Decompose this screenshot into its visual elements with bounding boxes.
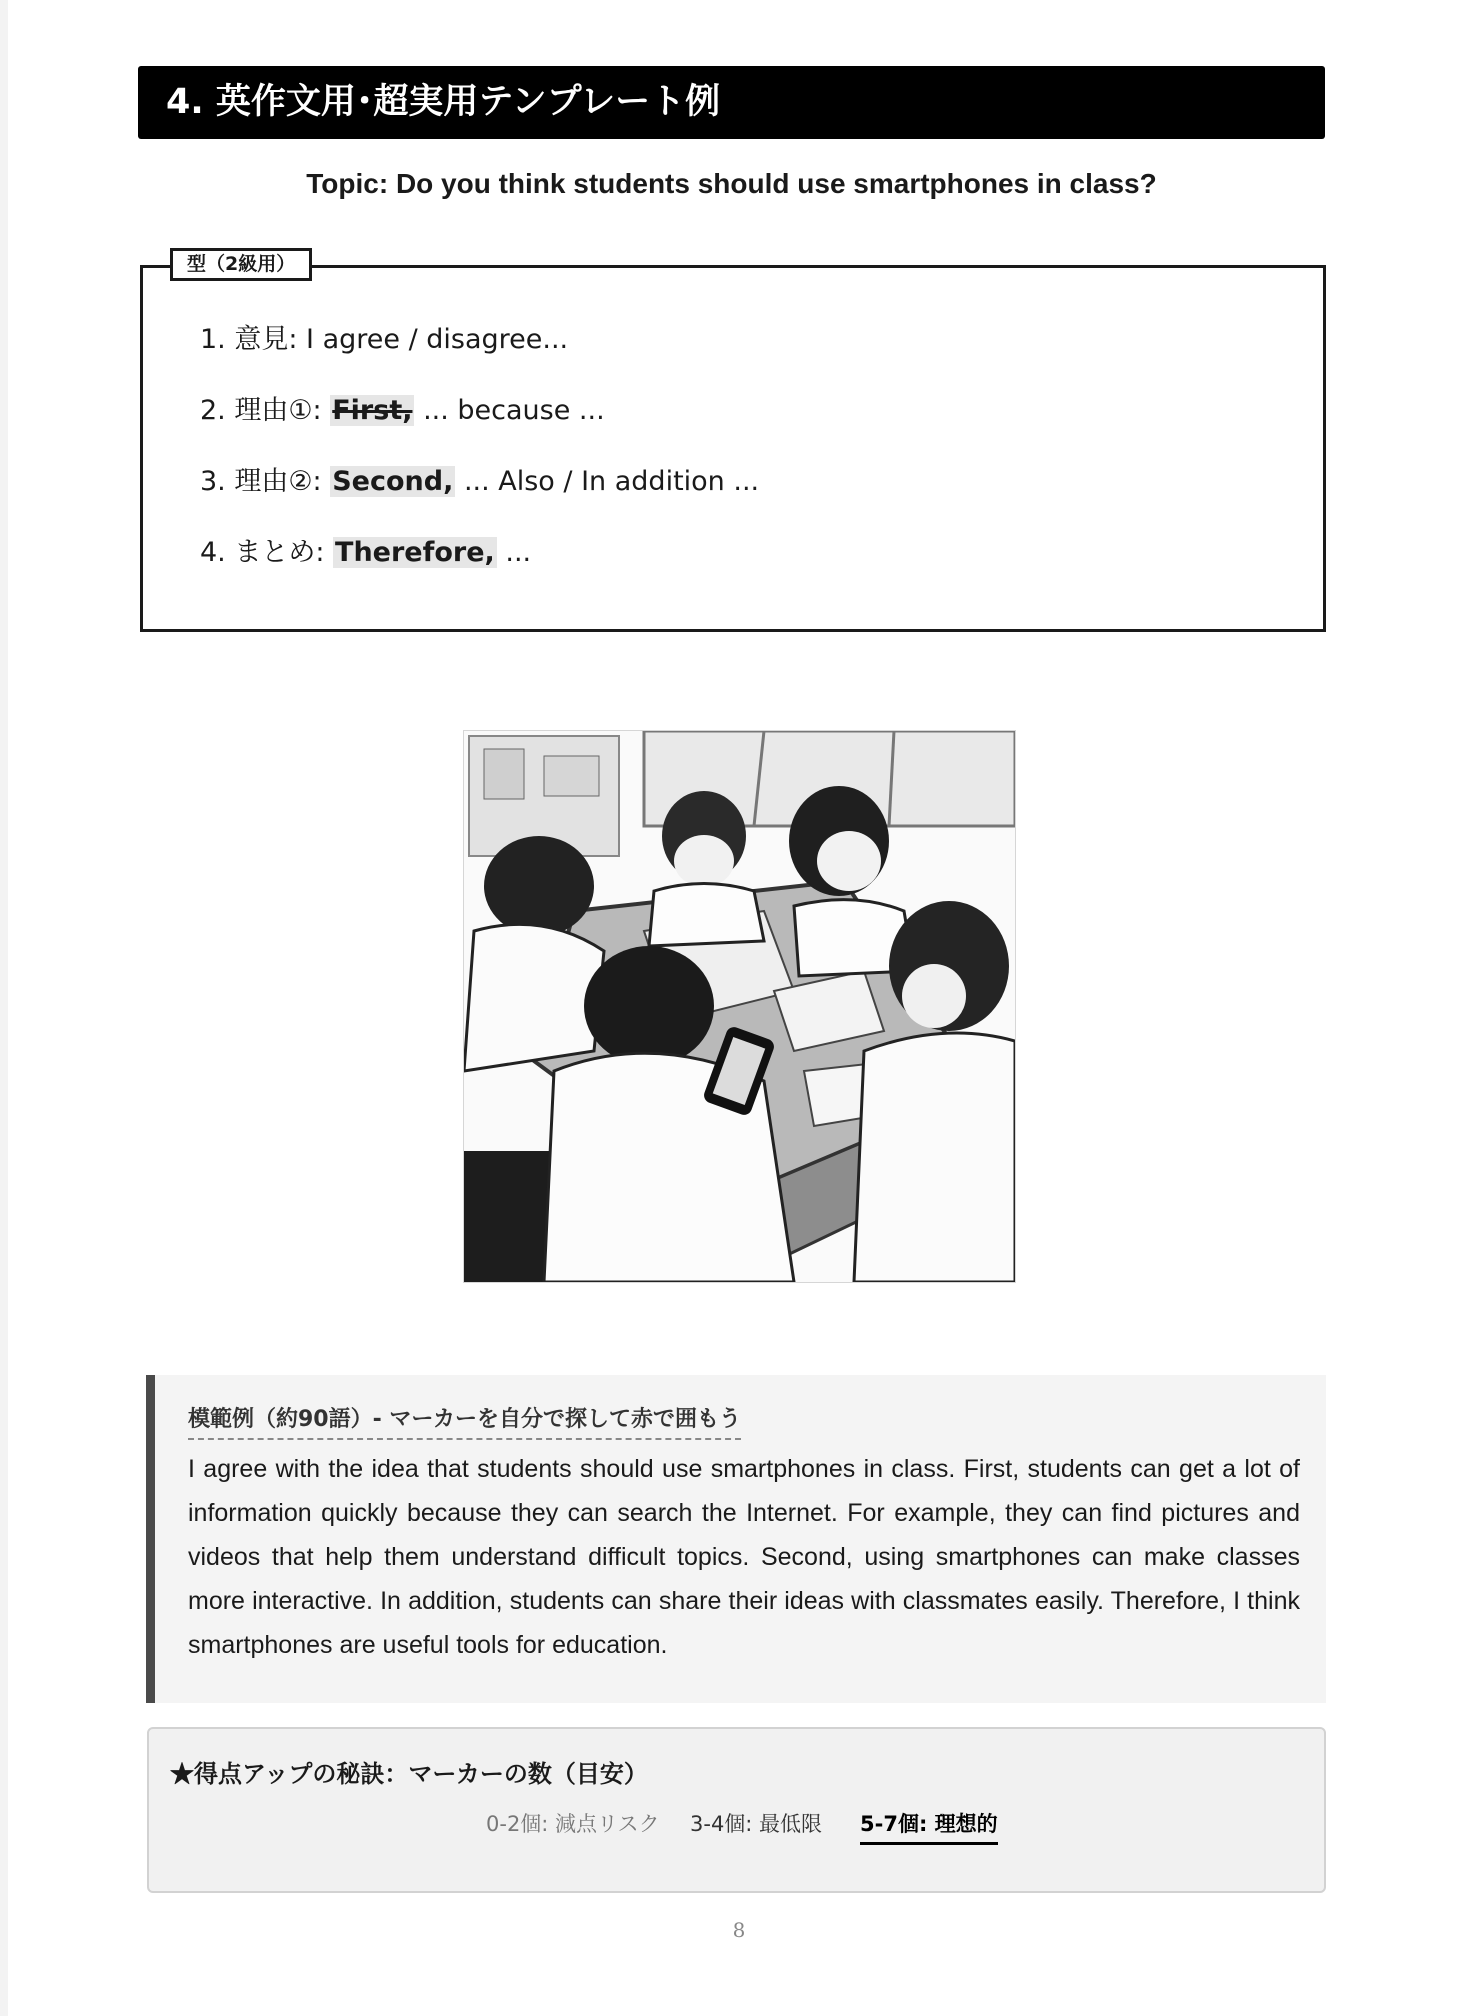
template-item-prefix: 3. 理由②: — [200, 466, 331, 497]
template-item-prefix: 1. 意見: — [200, 324, 307, 355]
classroom-illustration — [463, 730, 1016, 1283]
template-item-prefix: 4. まとめ: — [200, 537, 334, 568]
section-header: 4. 英作文用･超実用テンプレート例 — [138, 66, 1325, 139]
tip-high-count: 5-7個: 理想的 — [860, 1808, 998, 1845]
model-answer-text: I agree with the idea that students should use smartphones in class. First, students can get a lot of information quickly because they can search the Internet. For example, they can find pictures and videos that help them understand difficult topics. Second, using smartphones can make classes more interactive. In addition, students can share their ideas with classmates easily. Therefore, I think smartphones are useful tools for education. — [188, 1455, 1300, 1659]
model-answer-title: 模範例（約90語）- マーカーを自分で探して赤で囲もう — [188, 1402, 741, 1440]
template-item-text: ... Also / In addition ... — [455, 466, 760, 497]
template-item-text: ... — [496, 537, 532, 568]
template-item-prefix: 2. 理由①: — [200, 395, 331, 426]
classroom-illustration-drawing — [464, 731, 1015, 1282]
template-tag: 型（2級用） — [170, 248, 312, 281]
template-keyword-second: Second, — [332, 466, 454, 497]
page-number: 8 — [732, 1918, 746, 1942]
tip-mid-count: 3-4個: 最低限 — [690, 1812, 823, 1836]
template-item-reason-1 — [200, 381, 759, 452]
template-keyword-therefore: Therefore, — [335, 537, 495, 568]
template-item-opinion — [200, 310, 759, 381]
template-keyword-first: First, — [332, 395, 413, 426]
topic-heading: Topic: Do you think students should use smartphones in class? — [306, 168, 1157, 199]
template-item-text: I agree / disagree... — [306, 324, 569, 355]
template-item-summary — [200, 523, 759, 594]
template-item-text: ... because ... — [414, 395, 605, 426]
template-item-reason-2 — [200, 452, 759, 523]
template-list — [200, 310, 759, 594]
tip-low-count: 0-2個: 減点リスク — [486, 1812, 660, 1836]
tips-title: ★得点アップの秘訣：マーカーの数（目安） — [170, 1759, 648, 1788]
